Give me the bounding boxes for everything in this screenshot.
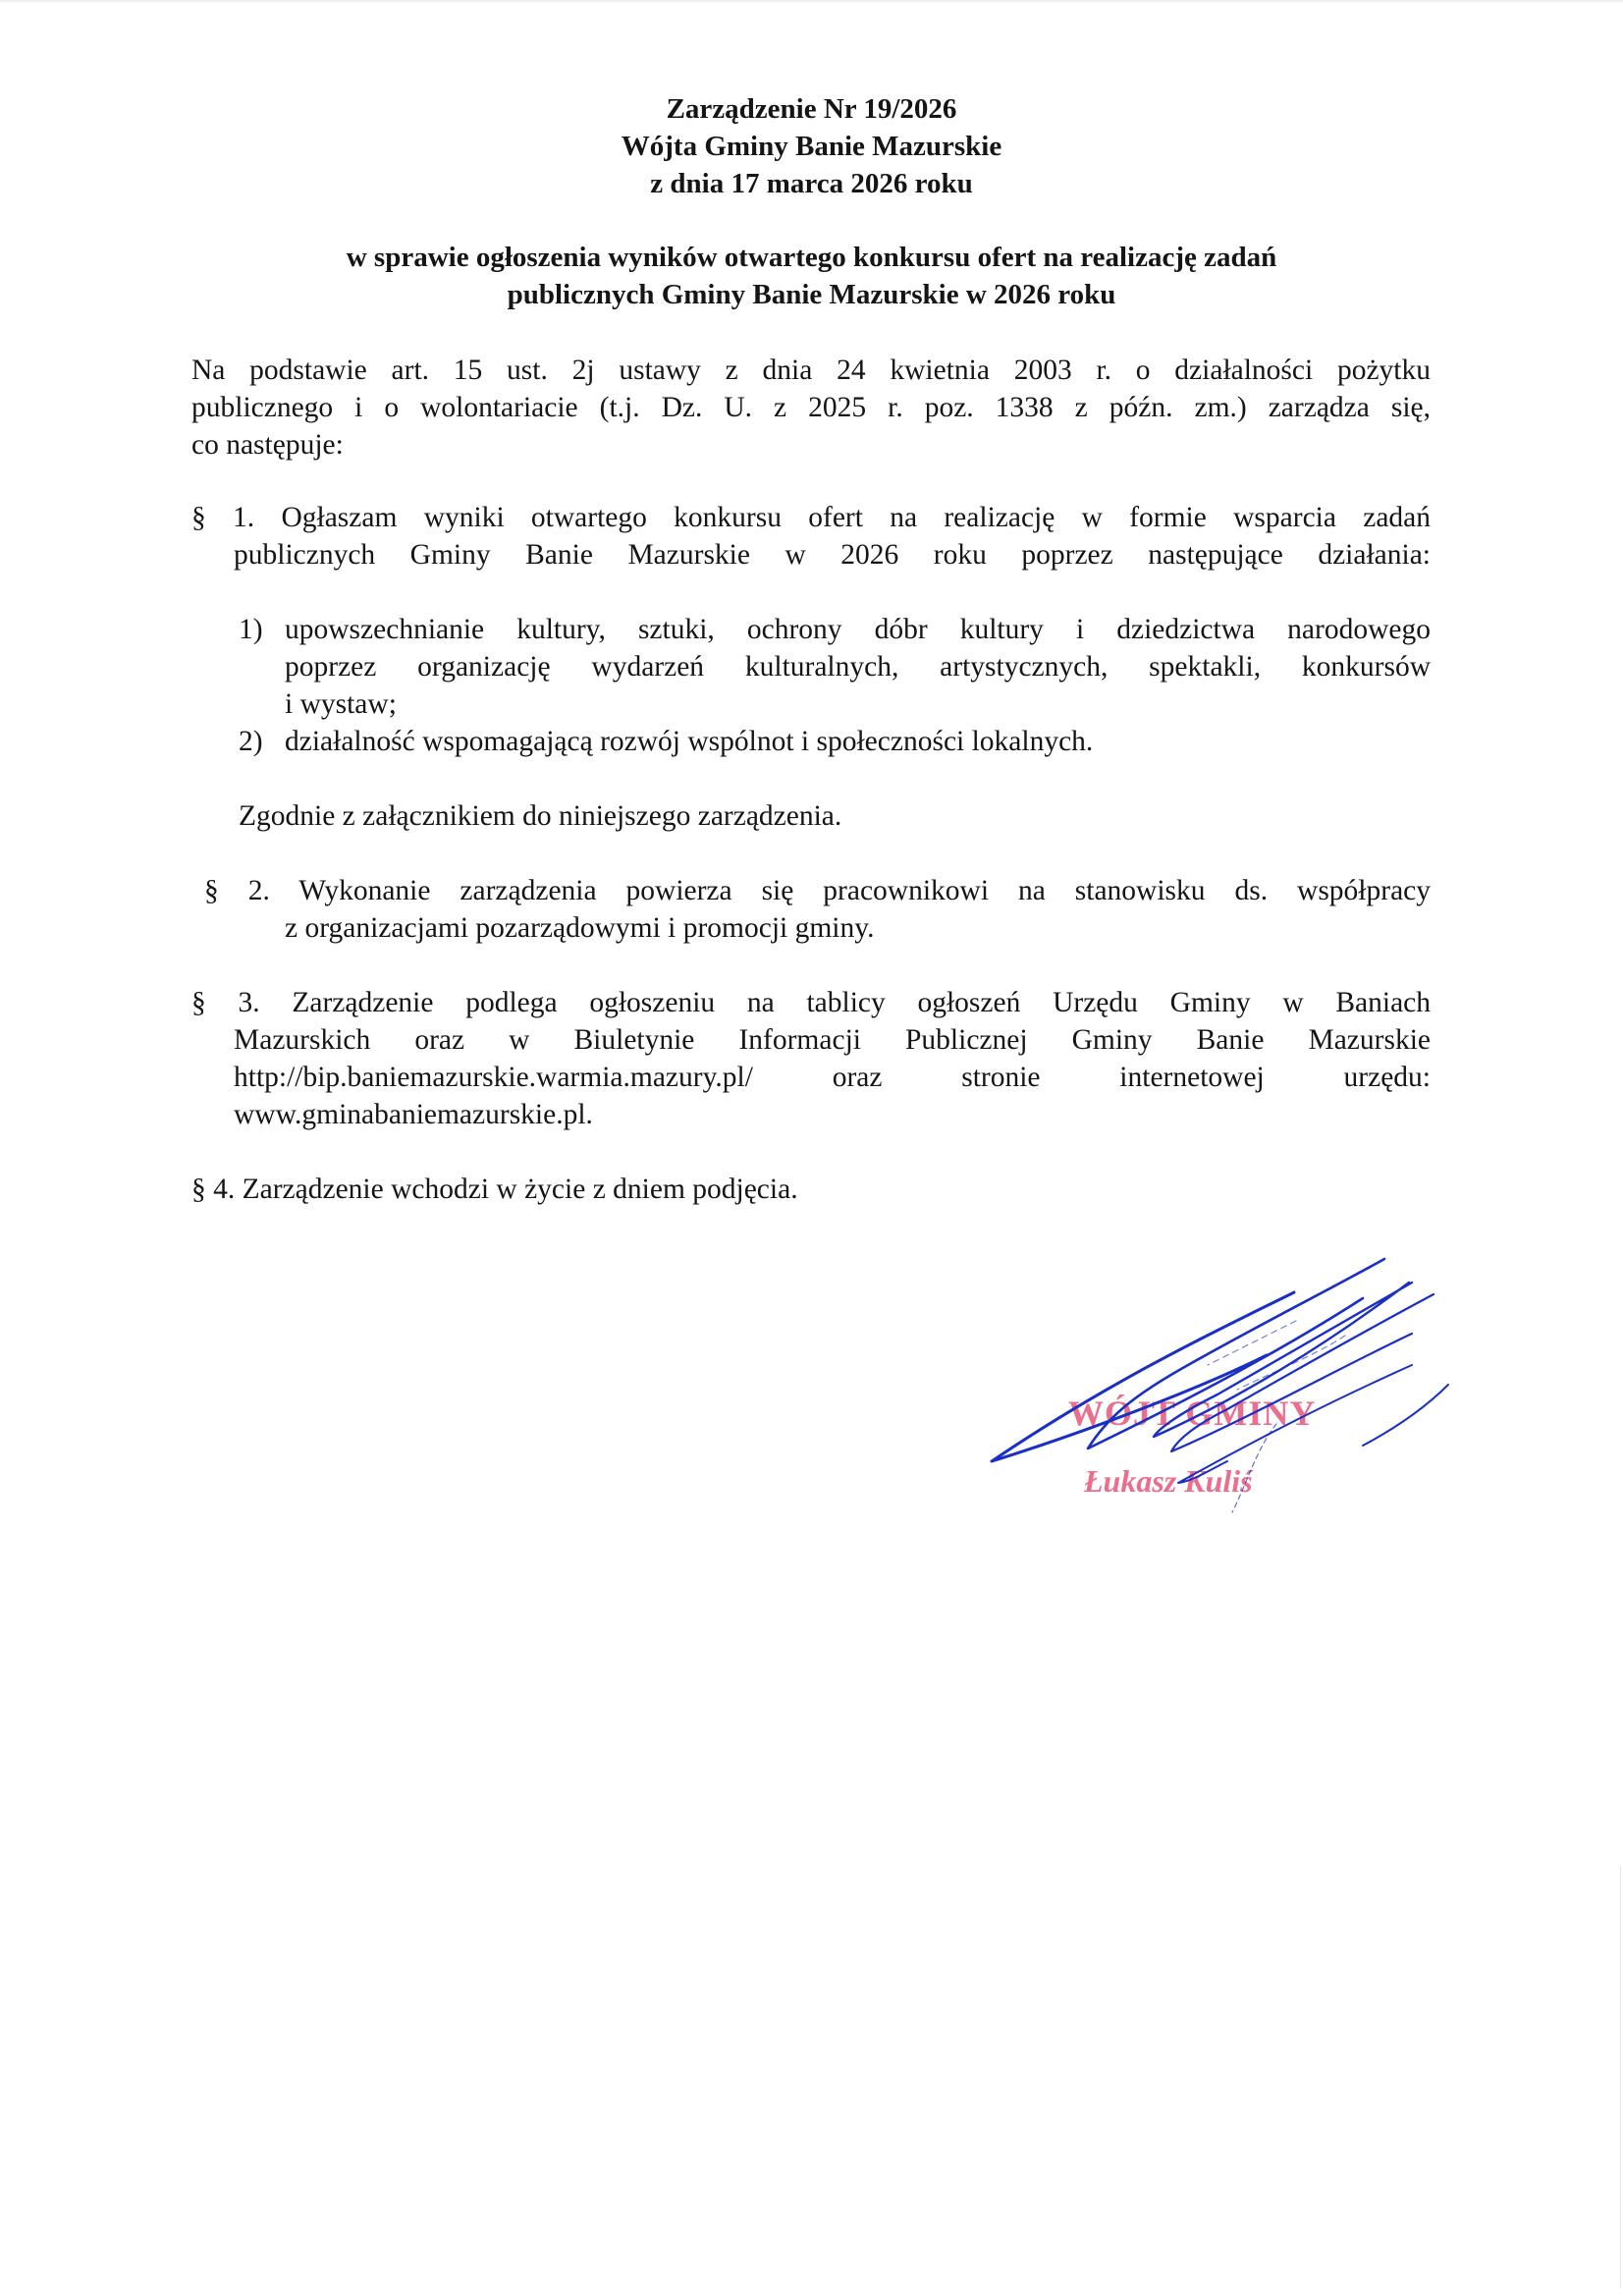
activities-list bbox=[239, 611, 1431, 760]
preamble bbox=[191, 352, 1431, 464]
signature-stroke bbox=[1088, 1259, 1384, 1449]
stamp-name: Łukasz Kuliś bbox=[1084, 1463, 1253, 1499]
preamble-line: co następuje: bbox=[191, 429, 344, 461]
section-4 bbox=[191, 1171, 1431, 1208]
preamble-line: Na podstawie art. 15 ust. 2j ustawy z dnia 24 kwietnia 2003 r. o działalności pożytku bbox=[191, 355, 1431, 386]
section-3 bbox=[191, 984, 1431, 1133]
section-2-line: z organizacjami pozarządowymi i promocji gminy. bbox=[285, 912, 875, 944]
list-item-line: poprzez organizację wydarzeń kulturalnych, artystycznych, spektakli, konkursów bbox=[285, 651, 1431, 683]
section-text: Wykonanie zarządzenia powierza się pracownikowi na stanowisku ds. współpracy bbox=[298, 875, 1432, 906]
list-item bbox=[239, 611, 1431, 723]
list-item-line: działalność wspomagającą rozwój wspólnot i społeczności lokalnych. bbox=[285, 726, 1094, 757]
section-text: Zarządzenie wchodzi w życie z dniem podjęcia. bbox=[242, 1174, 798, 1205]
issuer: Wójta Gminy Banie Mazurskie bbox=[621, 131, 1002, 162]
stamp-title: WÓJT GMINY bbox=[1068, 1394, 1317, 1433]
section-text: Zarządzenie podlega ogłoszeniu na tablicy ogłoszeń Urzędu Gminy w Baniach bbox=[292, 987, 1432, 1018]
section-marker: § 1. bbox=[191, 502, 255, 533]
website-line: www.gminabaniemazurskie.pl. bbox=[234, 1099, 593, 1130]
section-1-line: publicznych Gminy Banie Mazurskie w 2026 roku poprzez następujące działania: bbox=[234, 539, 1431, 571]
section-4-line bbox=[191, 1171, 1431, 1208]
section-text: Ogłaszam wyniki otwartego konkursu ofert na realizację w formie wsparcia zadań bbox=[281, 502, 1432, 533]
section-1-line bbox=[191, 499, 1431, 536]
issue-date: z dnia 17 marca 2026 roku bbox=[650, 168, 973, 199]
scan-edge bbox=[0, 0, 1623, 3]
signature-block bbox=[943, 1228, 1473, 1522]
signature-stroke bbox=[1232, 1424, 1276, 1512]
subject-line: w sprawie ogłoszenia wyników otwartego konkursu ofert na realizację zadań bbox=[346, 242, 1277, 273]
section-marker: § 2. bbox=[204, 875, 270, 906]
list-item bbox=[239, 723, 1431, 760]
section-3-line bbox=[191, 984, 1431, 1021]
attachment-note bbox=[239, 797, 1478, 835]
handwritten-signature-icon bbox=[943, 1228, 1473, 1522]
list-item-line: i wystaw; bbox=[285, 688, 397, 720]
signature-stroke bbox=[1178, 1365, 1412, 1483]
list-number: 2) bbox=[239, 726, 263, 757]
note-text: Zgodnie z załącznikiem do niniejszego zarządzenia. bbox=[239, 800, 842, 832]
section-marker: § 4. bbox=[191, 1174, 236, 1205]
subject-line: publicznych Gminy Banie Mazurskie w 2026 roku bbox=[507, 279, 1116, 310]
list-number: 1) bbox=[239, 614, 263, 645]
document-subject bbox=[0, 239, 1623, 313]
document-title bbox=[0, 90, 1623, 202]
section-marker: § 3. bbox=[191, 987, 260, 1018]
signature-stroke bbox=[1363, 1385, 1448, 1446]
bip-link-line: http://bip.baniemazurskie.warmia.mazury.pl/ oraz stronie internetowej urzędu: bbox=[234, 1062, 1431, 1093]
scan-edge bbox=[1620, 1866, 1621, 2288]
preamble-line: publicznego i o wolontariacie (t.j. Dz. U. z 2025 r. poz. 1338 z późn. zm.) zarządza się, bbox=[191, 392, 1431, 423]
section-1 bbox=[191, 499, 1431, 574]
section-2-line bbox=[204, 872, 1431, 909]
signature-stroke bbox=[1154, 1283, 1412, 1437]
list-item-line: upowszechnianie kultury, sztuki, ochrony dóbr kultury i dziedzictwa narodowego bbox=[285, 614, 1431, 645]
ordinance-number: Zarządzenie Nr 19/2026 bbox=[666, 93, 957, 125]
section-3-line: Mazurskich oraz w Biuletynie Informacji Publicznej Gminy Banie Mazurskie bbox=[234, 1024, 1431, 1056]
section-2 bbox=[204, 872, 1431, 947]
